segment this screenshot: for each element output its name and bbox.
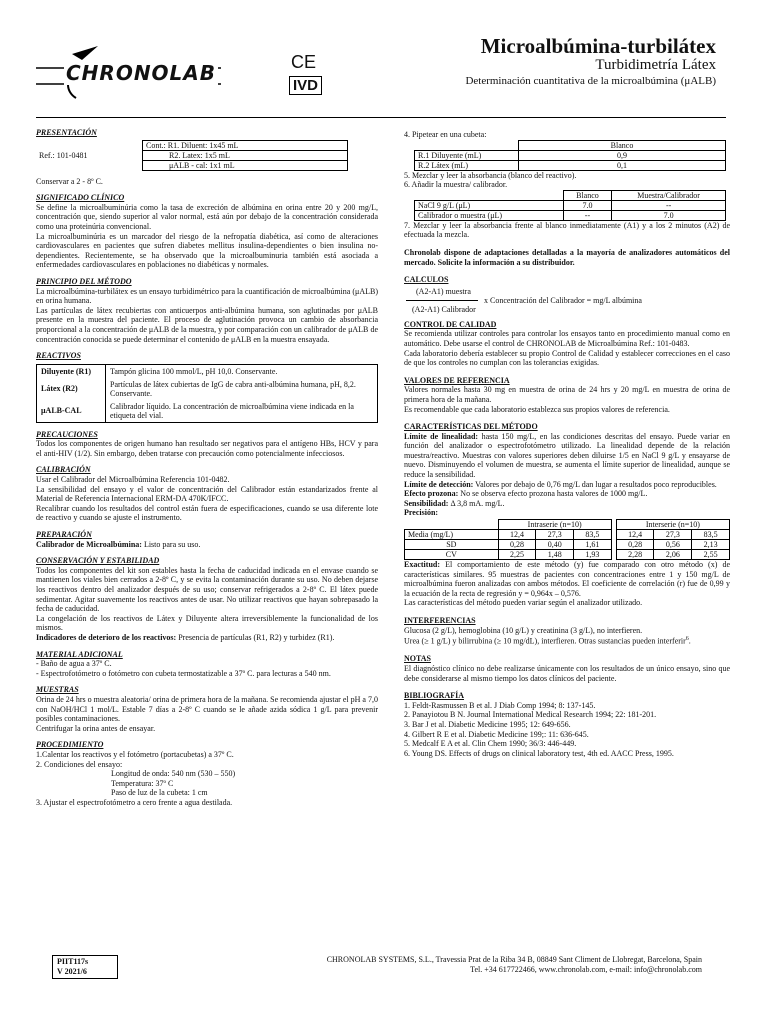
presentacion-row: R2. Latex: 1x5 mL (143, 150, 348, 160)
muestras-p1: Orina de 24 hrs o muestra aleatoria/ orina de primera hora de la mañana. Se recomienda ajustar el pH a 7,0 con NaOH/HCl 1 mol/L. Estable 7 días a 2-8º C cuando se le añade azida sódica 1 g/L para prevenir posibles contaminaciones. (36, 694, 378, 724)
table-cell: 7.0 (612, 210, 726, 220)
principio-heading: PRINCIPIO DEL MÉTODO (36, 276, 132, 286)
reactivos-table (36, 364, 378, 423)
page-description: Determinación cuantitativa de la microalbúmina (μALB) (465, 75, 716, 87)
table-cell: 83,5 (692, 530, 730, 540)
table-cell: 0,40 (536, 540, 574, 550)
notas-p1: El diagnóstico clínico no debe realizarse únicamente con los resultados de un único ensayo, sino que debe considerarse al mismo tiempo los datos clínicos del paciente. (404, 664, 730, 683)
table-cell: 1,48 (536, 550, 574, 560)
document-code: PIIT117s (57, 957, 89, 966)
procedimiento-step: 4. Pipetear en una cubeta: (404, 130, 487, 139)
calidad-p2: Cada laboratorio debería establecer su propio Control de Calidad y establecer correcciones en el caso de que los controles no cumplan con las tolerancias exigidas. (404, 348, 730, 368)
preparacion-value: Listo para su uso. (143, 539, 201, 549)
header-divider (36, 117, 726, 118)
linealidad-text (404, 432, 730, 480)
table-cell: 2,55 (692, 550, 730, 560)
table-cell: SD (405, 540, 499, 550)
significado-heading: SIGNIFICADO CLÍNICO (36, 193, 125, 203)
analizadores-note: Chronolab dispone de adaptaciones detalladas a la mayoría de analizadores automáticos del mercado. Solicite la información a su distribuidor. (404, 247, 730, 267)
prozona-value: No se observa efecto prozona hasta valores de 1000 mg/L. (460, 489, 648, 499)
calidad-p1: Se recomienda utilizar controles para controlar los ensayos tanto en procedimiento manual como en automático. Debe usarse el control de CHRONOLAB de Microalbúmina Ref.: 101-0483. (404, 329, 730, 348)
reactivo-label: Látex (R2) (37, 378, 106, 400)
procedimiento-step: 6. Añadir la muestra/ calibrador. (404, 180, 508, 190)
precision-row (405, 540, 730, 550)
conservacion-heading: CONSERVACIÓN Y ESTABILIDAD (36, 556, 160, 566)
condicion-item: Temperatura: 37º C (111, 778, 174, 788)
table-cell: 2,06 (654, 550, 692, 560)
muestras-heading: MUESTRAS (36, 685, 79, 695)
table-cell: CV (405, 550, 499, 560)
procedimiento-step: 2. Condiciones del ensayo: (36, 759, 123, 769)
table-cell: 1,93 (574, 550, 612, 560)
calibracion-p3: Recalibrar cuando los resultados del control están fuera de especificaciones, cuando se usa diferente lote de reactivo y cuando se ajuste el instrumento. (36, 503, 378, 523)
precision-row (405, 550, 730, 560)
table-cell: 0,28 (616, 540, 654, 550)
sensibilidad-value: Δ 3,8 mA. mg/L. (450, 498, 505, 508)
left-column (36, 126, 378, 807)
caracteristicas-heading: CARACTERÍSTICAS DEL MÉTODO (404, 422, 538, 432)
table-cell: R.1 Diluyente (mL) (415, 150, 519, 160)
formula-denominator: (A2-A1) Calibrador (412, 304, 476, 314)
procedimiento-heading: PROCEDIMIENTO (36, 740, 104, 750)
precision-table (404, 519, 730, 560)
pipeteo-table-1 (414, 140, 726, 171)
bibliografia-item: 3. Bar J et al. Diabetic Medicine 1995; 12: 649-656. (404, 720, 571, 729)
precauciones-p1: Todos los componentes de origen humano han resultado ser negativos para el antígeno HBs, HCV y para el anti-HIV (1/2). Sin embargo, deben tratarse con precaución como potencialmente infecciosos. (36, 439, 378, 458)
bibliografia-item: 5. Medcalf E A et al. Clin Chem 1990; 36/3: 446-449. (404, 739, 577, 749)
significado-p2: La microalbuminúria es un marcador del riesgo de la nefropatía diabética, así como de alteraciones cardiovasculares en pacientes que sufren diabetes mellitus insulina-dependientes o bien insulina no-dependientes. Recientemente, se ha observado que la microalbuminuria también está asociada a enfermedades cardiovasculares en poblaciones no diabéticas y normales. (36, 231, 378, 270)
presentacion-row: μALB - cal: 1x1 mL (143, 160, 348, 170)
interserie-header: Interserie (n=10) (616, 520, 729, 530)
deteccion-label: Límite de detección: (404, 479, 474, 489)
conservacion-p1: Todos los componentes del kit son estables hasta la fecha de caducidad indicada en el envase cuando se mantienen los viales bien cerrados a 2-8º C, y se evita la contaminación durante su uso. No deben dejarse los reactivos dentro del analizador después de su uso; conservar refrigerados a 2-8º C. El látex puede sedimentar. Agitar suavemente los reactivos antes de usar. No utilizar reactivos que hayan sobrepasado la fecha de caducidad. (36, 565, 378, 614)
footer (52, 955, 702, 979)
reactivo-label: Diluyente (R1) (37, 364, 106, 378)
pipeteo-table-2 (414, 190, 726, 221)
right-column (404, 130, 730, 758)
table-cell: 2,25 (498, 550, 536, 560)
presentacion-table (36, 140, 348, 171)
table-cell: -- (563, 210, 611, 220)
interferencias-ref: 6 (685, 636, 689, 643)
reactivo-row (37, 400, 378, 423)
calculos-heading: CALCULOS (404, 275, 449, 285)
company-address: CHRONOLAB SYSTEMS, S.L., Travessia Prat de la Riba 34 B, 08849 Sant Climent de Llobregat, Barcelona, Spain (326, 955, 702, 964)
exactitud-note: Las características del método pueden variar según el analizador utilizado. (404, 598, 643, 608)
procedimiento-step: 7. Mezclar y leer la absorbancia frente al blanco inmediatamente (A1) y a los 2 minutos (A2) de efectuada la mezcla. (404, 220, 730, 240)
indicadores-value: Presencia de partículas (R1, R2) y turbidez (R1). (178, 632, 335, 642)
reactivo-label: μALB-CAL (37, 400, 106, 423)
reactivos-heading: REACTIVOS (36, 351, 81, 361)
bibliografia-item: 4. Gilbert R E et al. Diabetic Medicine 199;: 11: 636-645. (404, 729, 589, 739)
linealidad-label: Límite de linealidad: (404, 431, 479, 441)
prozona-label: Efecto prozona: (404, 489, 459, 499)
table-cell: 1,61 (574, 540, 612, 550)
indicadores-label: Indicadores de deterioro de los reactivos: (36, 632, 177, 642)
conservacion-p2: La congelación de los reactivos de Látex y Diluyente altera irreversiblemente la funcionalidad de los mismos. (36, 613, 378, 633)
table-cell: 2,28 (616, 550, 654, 560)
exactitud-value: El comportamiento de este método (y) fue comparado con otro método (x) de características similares. 95 muestras de pacientes con concentraciones entre 1 y 150 mg/L de microalbúmina fueron analizadas con ambos métodos. El coeficiente de correlación (r) fue de 0,99 y la ecuación de la recta de regresión y = 0,964x – 0,576. (404, 560, 731, 598)
ref-cell: Ref.: 101-0481 (39, 150, 88, 160)
material-heading: MATERIAL ADICIONAL (36, 649, 123, 659)
conservacion-indicadores (36, 633, 378, 643)
sensibilidad-text (404, 499, 730, 509)
precauciones-heading: PRECAUCIONES (36, 429, 98, 439)
prozona-text (404, 489, 730, 499)
calidad-heading: CONTROL DE CALIDAD (404, 319, 497, 329)
formula-rest: x Concentración del Calibrador = mg/L albúmina (484, 295, 642, 305)
conservar-text: Conservar a 2 - 8º C. (36, 176, 103, 186)
referencia-p1: Valores normales hasta 30 mg en muestra de orina de 24 hrs y 20 mg/L en muestra de orina de primera hora de la mañana. (404, 385, 730, 404)
deteccion-text (404, 480, 730, 490)
table-cell: NaCl 9 g/L (μL) (415, 200, 564, 210)
page-title: Microalbúmina-turbilátex (480, 34, 716, 58)
table-cell: 12,4 (498, 530, 536, 540)
reactivo-text: Calibrador líquido. La concentración de microalbúmina viene indicada en la etiqueta del vial. (110, 401, 354, 420)
exactitud-text (404, 560, 730, 598)
calculos-formula (404, 287, 730, 317)
bibliografia-item: 2. Panayiotou B N. Journal International Medical Research 1994; 22: 181-201. (404, 710, 657, 720)
muestras-p2: Centrifugar la orina antes de ensayar. (36, 723, 156, 733)
chronolab-logo (36, 40, 246, 102)
principio-p2: Las partículas de látex recubiertas con anticuerpos anti-albúmina humana, son aglutinadas por μALB presente en la muestra del paciente. El proceso de aglutinación provoca un cambio de absorbancia proporcional a la concentración de μALB de la muestra, y por comparación con un calibrador de μALB de concentración conocida se puede determinar el contenido de μALB en la muestra ensayada. (36, 305, 378, 344)
table-header: Muestra/Calibrador (612, 190, 726, 200)
ivd-mark: IVD (289, 76, 322, 95)
referencia-heading: VALORES DE REFERENCIA (404, 375, 510, 385)
table-cell: 0,56 (654, 540, 692, 550)
ce-mark: CE (291, 52, 317, 72)
condicion-item: Longitud de onda: 540 nm (530 – 550) (111, 769, 236, 779)
bibliografia-item: 1. Feldt-Rasmussen B et al. J Diab Comp 1994; 8: 137-145. (404, 700, 596, 710)
condicion-item: Paso de luz de la cubeta: 1 cm (111, 788, 208, 798)
reactivo-text: Partículas de látex cubiertas de IgG de cabra anti-albúmina humana, pH, 8,2. Conservante. (110, 379, 356, 398)
exactitud-label: Exactitud: (404, 560, 440, 570)
interferencias-p1: Glucosa (2 g/L), hemoglobina (10 g/L) y creatinina (3 g/L), no interfieren. (404, 625, 643, 635)
table-cell: 7.0 (563, 200, 611, 210)
document-version: V 2021/6 (57, 967, 87, 976)
table-cell: 2,13 (692, 540, 730, 550)
preparacion-text (36, 540, 378, 550)
procedimiento-step: 3. Ajustar el espectrofotómetro a cero frente a agua destilada. (36, 797, 233, 807)
page-subtitle: Turbidimetría Látex (595, 57, 716, 73)
reactivo-text: Tampón glicina 100 mmol/L, pH 10,0. Conservante. (110, 366, 278, 376)
table-cell: 27,3 (536, 530, 574, 540)
calibracion-p1: Usar el Calibrador del Microalbúmina Referencia 101-0482. (36, 475, 230, 485)
calibracion-heading: CALIBRACIÓN (36, 465, 91, 475)
procedimiento-step: 1.Calentar los reactivos y el fotómetro (portacubetas) a 37º C. (36, 749, 234, 759)
principio-p1: La microalbúmina-turbilátex es un ensayo turbidimétrico para la cuantificación de microalbúmina (μALB) en orina humana. (36, 286, 378, 306)
precision-label: Precisión: (404, 508, 439, 518)
logo-text: CHRONOLAB (66, 61, 217, 85)
significado-p1: Se define la microalbuminúria como la tasa de excreción de albúmina en orina entre 20 y 200 mg/L, concentración que, siendo superior al valor normal, está aún por debajo de la concentración considerada como una proteinúria convencional. (36, 202, 378, 231)
table-cell: 0,9 (519, 150, 726, 160)
table-cell: 0,1 (519, 160, 726, 170)
presentacion-row: Cont.: R1. Diluent: 1x45 mL (143, 140, 348, 150)
sensibilidad-label: Sensibilidad: (404, 498, 449, 508)
deteccion-value: Valores por debajo de 0,76 mg/L dan lugar a resultados poco reproducibles. (475, 479, 717, 489)
bibliografia-item: 6. Young DS. Effects of drugs on clinical laboratory test, 4th ed. AACC Press, 1995. (404, 748, 674, 758)
table-cell: R.2 Látex (mL) (415, 160, 519, 170)
table-header: Blanco (563, 190, 611, 200)
notas-heading: NOTAS (404, 654, 431, 664)
table-cell: 27,3 (654, 530, 692, 540)
reactivo-row (37, 364, 378, 378)
calibracion-p2: La sensibilidad del ensayo y el valor de concentración del Calibrador están estandarizados frente al Material de Referencia Internacional ERM-DA 470K/IFCC. (36, 484, 378, 504)
table-cell: 83,5 (574, 530, 612, 540)
linealidad-value: hasta 150 mg/L, en las condiciones descritas del ensayo. Puede variar en función del analizador o espectrofotómetro utilizado. La linealidad depende de la relación muestra/reactivo. Muestras con valores superiores deben diluirse 1/5 en NaCl 9 g/L y ensayarse de nuevo. Disminuyendo el volumen de muestra, se aumenta el límite superior de linealidad, aunque se reduce la sensibilidad. (404, 431, 730, 480)
presentacion-heading: PRESENTACIÓN (36, 128, 97, 137)
bibliografia-heading: BIBLIOGRAFÍA (404, 691, 465, 701)
table-cell: 12,4 (616, 530, 654, 540)
table-cell: Calibrador o muestra (μL) (415, 210, 564, 220)
formula-fraction-bar (406, 300, 478, 301)
interferencias-p2-wrap: Urea (≥ 1 g/L) y bilirrubina (≥ 10 mg/dL), interfieren. Otras sustancias pueden interferir$^6$. (404, 636, 691, 646)
preparacion-heading: PREPARACIÓN (36, 530, 92, 540)
formula-numerator: (A2-A1) muestra (416, 286, 471, 296)
reactivo-row (37, 378, 378, 400)
footer-company-block (327, 955, 702, 975)
footer-code-box (52, 955, 118, 979)
table-cell: 0,28 (498, 540, 536, 550)
interferencias-heading: INTERFERENCIAS (404, 616, 476, 625)
procedimiento-step: 5. Mezclar y leer la absorbancia (blanco del reactivo). (404, 170, 577, 180)
referencia-p2: Es recomendable que cada laboratorio establezca sus propios valores de referencia. (404, 404, 670, 414)
precision-row (405, 530, 730, 540)
intraserie-header: Intraserie (n=10) (498, 520, 611, 530)
material-item: - Baño de agua a 37º C. (36, 659, 112, 669)
table-cell: Media (mg/L) (405, 530, 499, 540)
table-header: Blanco (519, 140, 726, 150)
company-contact: Tel. +34 617722466, www.chronolab.com, e-mail: info@chronolab.com (470, 965, 702, 974)
precision-text (404, 508, 730, 518)
table-cell: -- (612, 200, 726, 210)
interferencias-p2: Urea (≥ 1 g/L) y bilirrubina (≥ 10 mg/dL), interfieren. Otras sustancias pueden interferir (404, 636, 686, 646)
material-item: - Espectrofotómetro o fotómetro con cubeta termostatizable a 37º C. para lecturas a 540 nm. (36, 668, 331, 678)
preparacion-label: Calibrador de Microalbúmina: (36, 539, 142, 549)
